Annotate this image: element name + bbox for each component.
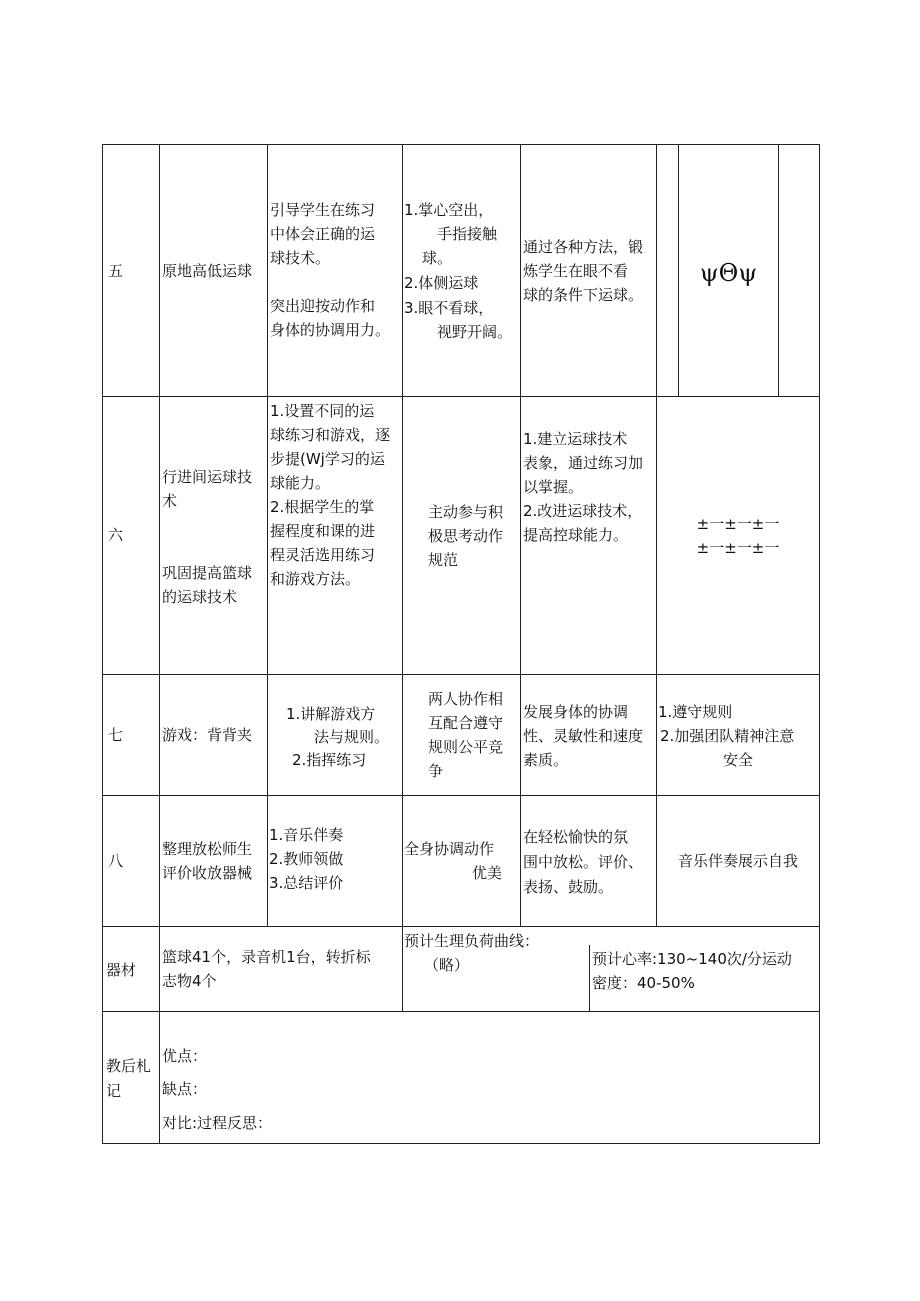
text-line: 视野开阔。 — [437, 323, 513, 341]
text-line: 和游戏方法。 — [270, 570, 361, 588]
text-line: 记 — [106, 1082, 122, 1100]
text-line: 以掌握。 — [523, 478, 584, 496]
text-line: 教后札 — [106, 1057, 152, 1075]
text-line: 1.掌心空出， — [404, 201, 494, 219]
text-line: 引导学生在练习 — [270, 201, 376, 219]
text-line: 预计心率:130~140次/分运动 — [592, 950, 792, 968]
text-line: 身体的协调用力。 — [270, 321, 391, 339]
strengths-line: 优点： — [162, 1047, 208, 1065]
text-line: 握程度和课的进 — [270, 522, 376, 540]
text-line: 整理放松师生 — [162, 840, 253, 858]
formation-text: 音乐伴奏展示自我 — [677, 852, 798, 870]
text-line: 球能力。 — [270, 474, 331, 492]
text-line: 法与规则。 — [314, 728, 390, 746]
weaknesses-line: 缺点： — [162, 1080, 208, 1098]
text-line: 的运球技术 — [162, 588, 238, 606]
text-line: 巩固提高篮球 — [162, 564, 253, 582]
text-line: 预计生理负荷曲线： — [404, 932, 540, 950]
grid-line — [102, 674, 820, 675]
text-line: 性、灵敏性和速度 — [523, 727, 644, 745]
grid-line — [267, 144, 268, 926]
grid-line — [589, 945, 590, 1011]
grid-line — [102, 1011, 820, 1012]
grid-line — [102, 396, 820, 397]
text-line: 术 — [162, 492, 178, 510]
grid-line — [102, 144, 103, 1144]
text-line: 3.眼不看球， — [404, 299, 494, 317]
equipment-label: 器材 — [106, 961, 137, 979]
text-line: 球的条件下运球。 — [523, 286, 644, 304]
text-line: 围中放松。评价、 — [523, 853, 644, 871]
text-line: 手指接触 — [437, 225, 498, 243]
text-line: （略） — [424, 956, 470, 974]
text-line: 3.总结评价 — [269, 874, 344, 892]
text-line: 提高控球能力。 — [523, 526, 629, 544]
grid-line — [778, 144, 779, 396]
grid-line — [159, 144, 160, 1144]
text-line: 争 — [428, 762, 444, 780]
text-line: 球技术。 — [270, 249, 331, 267]
text-line: 球。 — [422, 249, 453, 267]
text-line: 球练习和游戏，逐 — [270, 426, 391, 444]
text-line: 1.建立运球技术 — [523, 430, 628, 448]
text-line: 安全 — [722, 751, 753, 769]
text-line: 1.讲解游戏方 — [286, 705, 376, 723]
text-line: 主动参与积 — [428, 503, 504, 521]
text-line: 通过各种方法，锻 — [523, 238, 644, 256]
row-number: 八 — [108, 852, 124, 870]
text-line: 篮球41个，录音机1台，转折标 — [162, 948, 371, 966]
text-line: 2.体侧运球 — [404, 274, 479, 292]
text-line: 2.加强团队精神注意 — [660, 727, 795, 745]
text-line: 素质。 — [523, 751, 569, 769]
text-line: 1.设置不同的运 — [270, 402, 375, 420]
text-line: 互配合遵守 — [428, 714, 504, 732]
grid-line — [819, 144, 820, 1144]
grid-line — [102, 1143, 820, 1144]
formation-symbol: ψΘψ — [699, 259, 758, 287]
text-line: 行进间运球技 — [162, 468, 253, 486]
text-line: 2.教师领做 — [269, 850, 344, 868]
text-line: ±一±一±一 — [696, 515, 780, 533]
text-line: 程灵活选用练习 — [270, 546, 376, 564]
grid-line — [102, 795, 820, 796]
text-line: ±一±一±一 — [696, 539, 780, 557]
topic-text: 原地高低运球 — [162, 262, 253, 280]
grid-line — [402, 144, 403, 926]
topic-text: 游戏：背背夹 — [162, 726, 253, 744]
text-line: 2.根据学生的掌 — [270, 498, 375, 516]
text-line: 两人协作相 — [428, 690, 504, 708]
text-line: 在轻松愉快的氛 — [523, 828, 629, 846]
text-line: 评价收放器械 — [162, 864, 253, 882]
text-line: 1.遵守规则 — [658, 703, 733, 721]
grid-line — [102, 144, 820, 145]
text-line: 极思考动作 — [428, 527, 504, 545]
text-line: 密度：40-50% — [592, 974, 695, 992]
grid-line — [402, 926, 403, 1011]
text-line: 志物4个 — [162, 972, 217, 990]
text-line: 中体会正确的运 — [270, 225, 376, 243]
reflection-line: 对比:过程反思： — [162, 1114, 273, 1132]
row-number: 六 — [108, 526, 124, 544]
row-number: 七 — [108, 726, 124, 744]
text-line: 规则公平竞 — [428, 738, 504, 756]
text-line: 2.改进运球技术， — [523, 502, 643, 520]
text-line: 步提(Wj学习的运 — [270, 450, 385, 468]
text-line: 优美 — [472, 864, 503, 882]
grid-line — [102, 926, 820, 927]
row-number: 五 — [108, 262, 124, 280]
text-line: 规范 — [428, 551, 459, 569]
text-line: 2.指挥练习 — [292, 751, 367, 769]
text-line: 炼学生在眼不看 — [523, 262, 629, 280]
text-line: 全身协调动作 — [404, 840, 495, 858]
grid-line — [520, 144, 521, 926]
text-line: 1.音乐伴奏 — [269, 826, 344, 844]
text-line: 表扬、鼓励。 — [523, 878, 614, 896]
text-line: 表象，通过练习加 — [523, 454, 644, 472]
text-line: 发展身体的协调 — [523, 703, 629, 721]
text-line: 突出迎按动作和 — [270, 297, 376, 315]
